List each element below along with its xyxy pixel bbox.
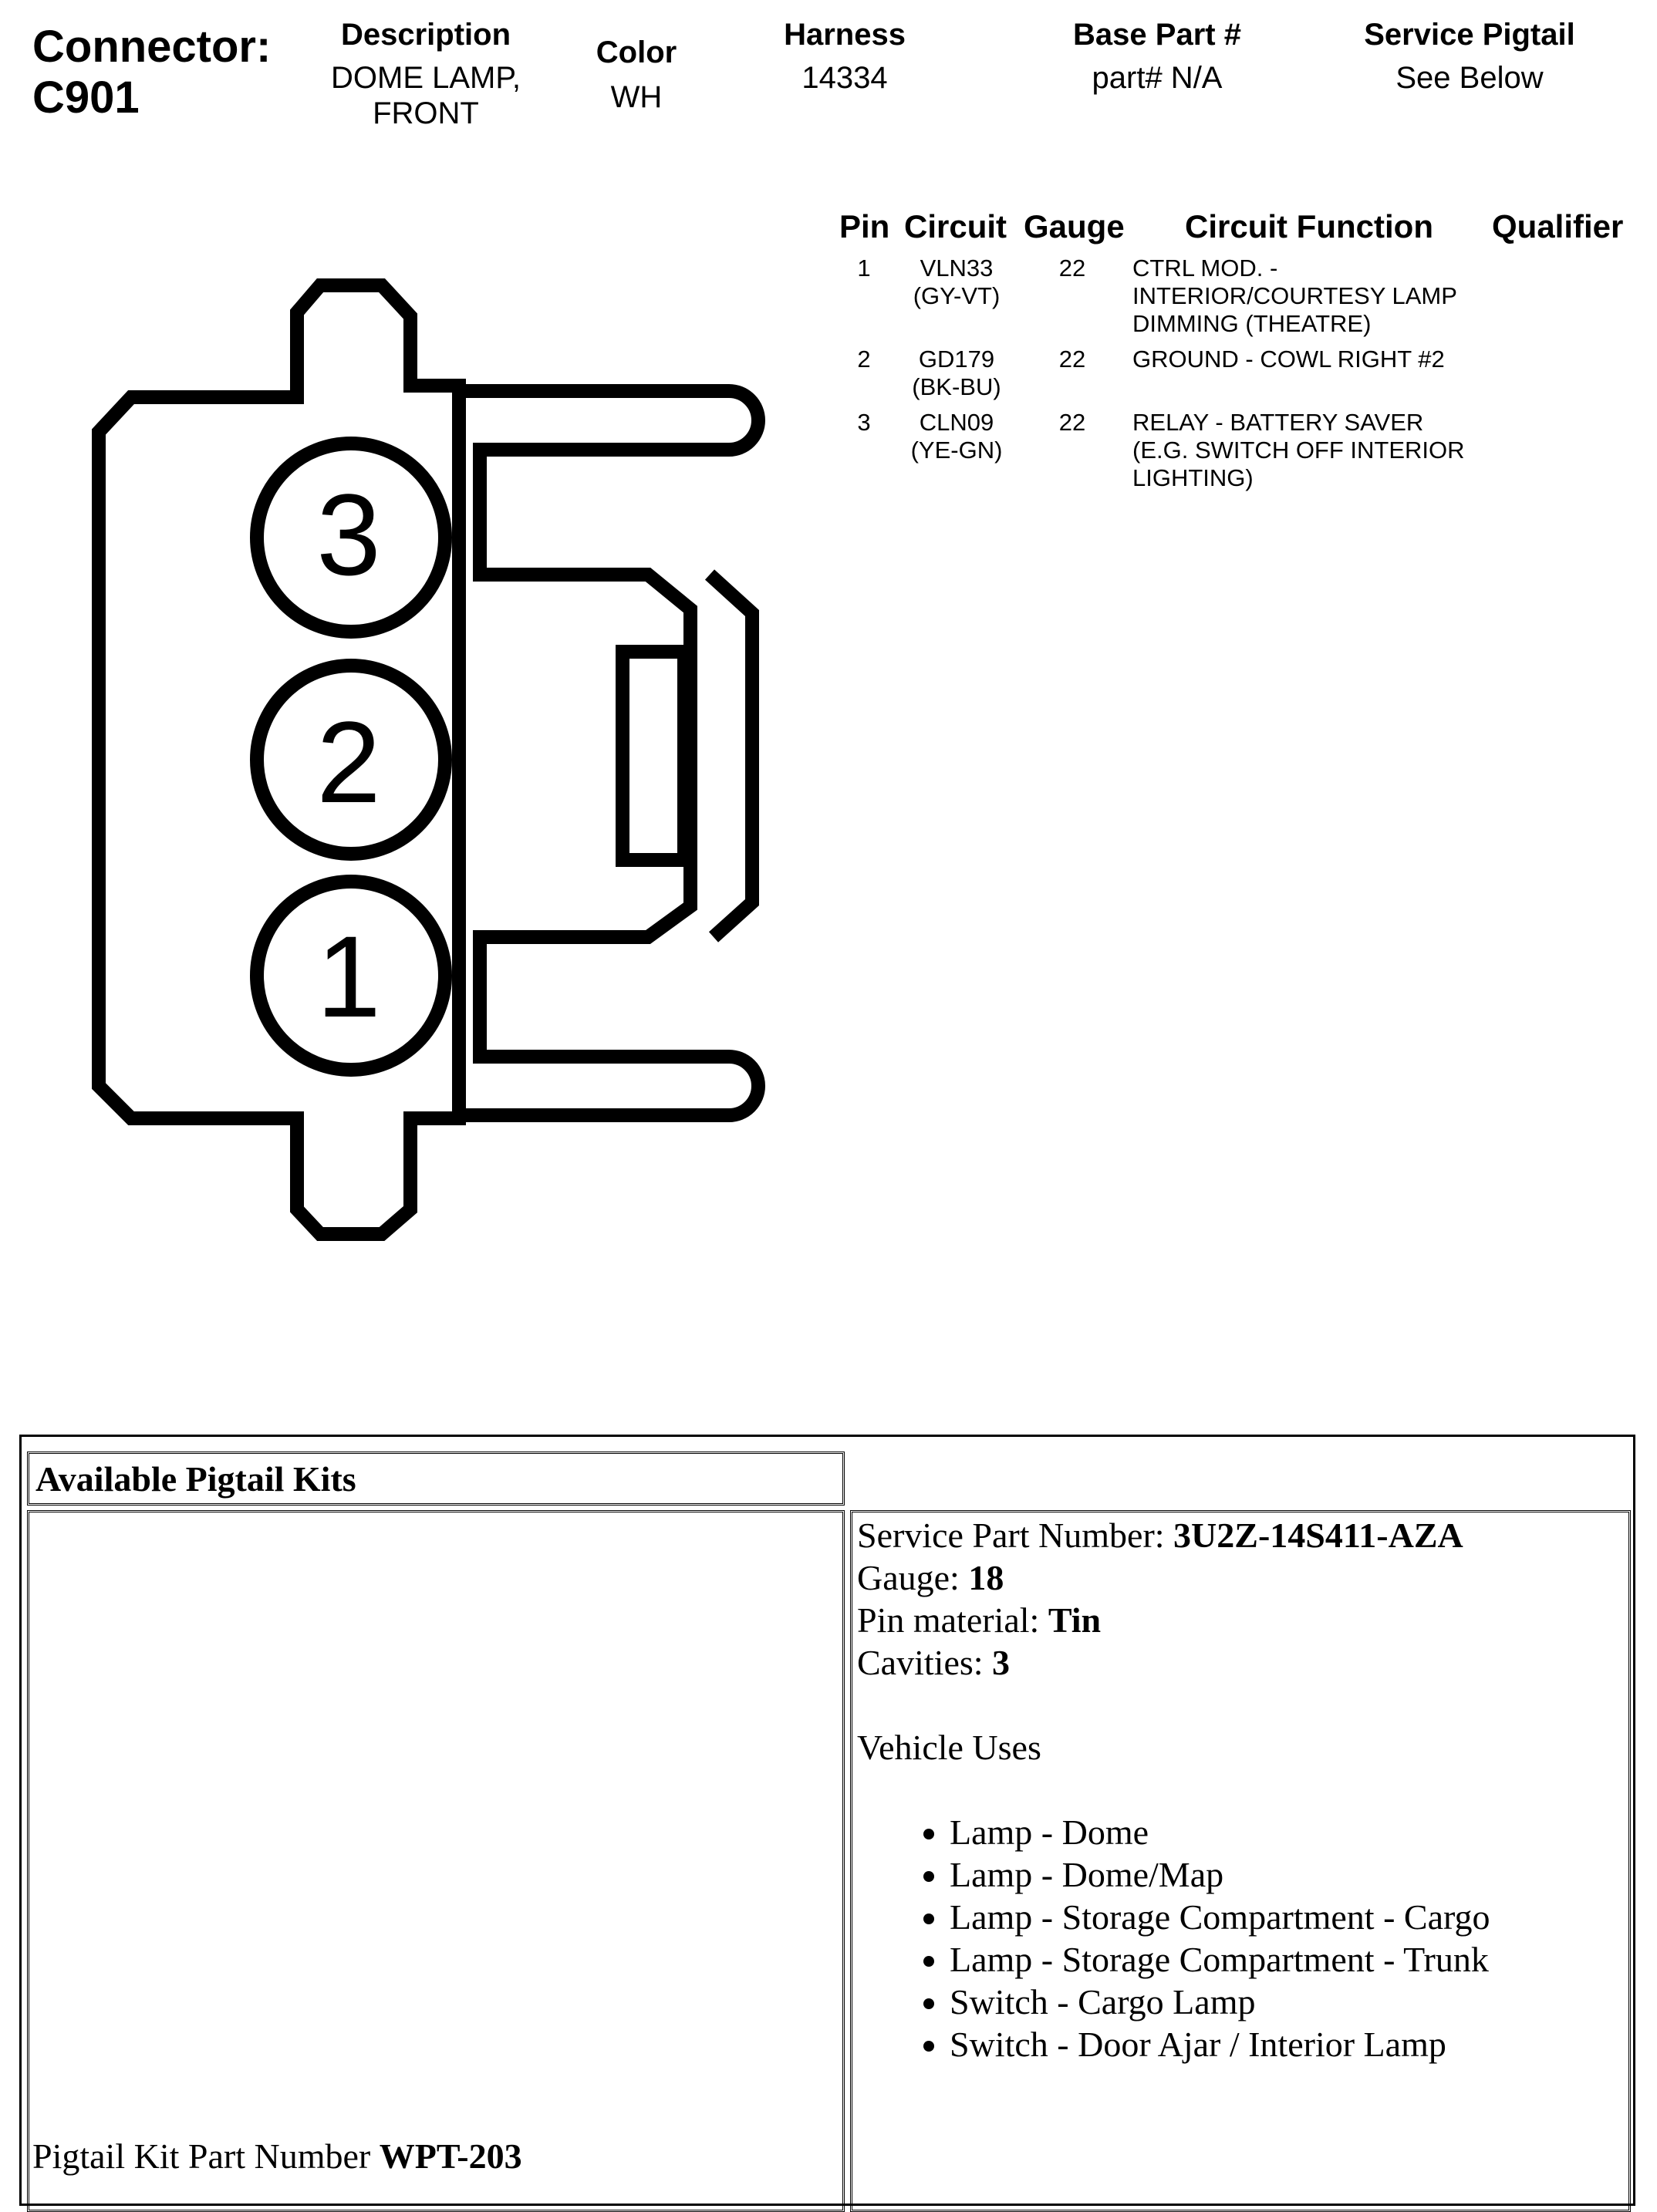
base-part-column: [1026, 17, 1288, 96]
pin-header: Pin: [839, 208, 890, 244]
row1-gauge: 22: [1058, 255, 1086, 282]
color-column: [559, 35, 714, 115]
gauge-value: 18: [968, 1558, 1004, 1597]
color-value: WH: [610, 80, 663, 114]
row2-circuit: [895, 346, 1018, 401]
vehicle-use-item: • Lamp - Dome: [950, 1811, 1624, 1853]
base-part-label: Base Part #: [1073, 18, 1241, 52]
row3-function-line3: LIGHTING): [1132, 464, 1254, 491]
row2-gauge: 22: [1058, 346, 1086, 373]
vehicle-use-item: • Switch - Door Ajar / Interior Lamp: [950, 2023, 1624, 2065]
base-part-value: part# N/A: [1092, 61, 1223, 95]
pigtail-kit-part-number: [32, 2135, 522, 2177]
circuit-header: Circuit: [904, 208, 1007, 244]
vehicle-uses-list: [857, 1811, 1624, 2065]
kit-part-value: WPT-203: [379, 2136, 522, 2176]
row3-function: [1132, 409, 1487, 492]
harness-value: 14334: [802, 61, 888, 95]
service-pigtail-column: [1327, 17, 1612, 96]
color-label: Color: [596, 35, 677, 69]
harness-label: Harness: [784, 18, 906, 52]
row2-pin: 2: [857, 346, 871, 373]
pin-label-2: 2: [316, 697, 381, 827]
connector-title: [32, 22, 271, 123]
vehicle-use-item: • Lamp - Storage Compartment - Cargo: [950, 1896, 1624, 1938]
pin-material-value: Tin: [1048, 1600, 1102, 1640]
kit-part-label: Pigtail Kit Part Number: [32, 2136, 380, 2176]
pin-material-line: [857, 1599, 1624, 1641]
cavities-value: 3: [992, 1643, 1011, 1682]
service-part-line: [857, 1514, 1624, 1556]
row3-circuit-color: (YE-GN): [910, 437, 1003, 464]
pigtail-kits-title: Available Pigtail Kits: [27, 1452, 845, 1506]
row1-pin: 1: [857, 255, 871, 282]
service-pigtail-value: See Below: [1395, 61, 1544, 95]
gauge-label: Gauge:: [857, 1558, 969, 1597]
pigtail-image-cell: [27, 1510, 845, 2212]
service-part-value: 3U2Z-14S411-AZA: [1173, 1516, 1463, 1555]
description-label: Description: [340, 18, 511, 52]
connector-id: C901: [32, 72, 140, 123]
row3-pin: 3: [857, 409, 871, 436]
row1-circuit-id: VLN33: [920, 255, 994, 282]
row3-circuit-id: CLN09: [919, 409, 994, 436]
row1-function-line3: DIMMING (THEATRE): [1132, 310, 1372, 337]
vehicle-uses-label: Vehicle Uses: [857, 1728, 1041, 1767]
row3-function-line1: RELAY - BATTERY SAVER: [1132, 409, 1424, 436]
row1-function-line1: CTRL MOD. -: [1132, 255, 1278, 282]
row3-function-line2: (E.G. SWITCH OFF INTERIOR: [1132, 437, 1465, 464]
connector-body-outline: [99, 285, 459, 1234]
row2-circuit-id: GD179: [918, 346, 995, 373]
pin-label-1: 1: [316, 912, 381, 1041]
row2-circuit-color: (BK-BU): [912, 373, 1001, 400]
qualifier-header: Qualifier: [1492, 208, 1624, 244]
harness-column: [741, 17, 949, 96]
service-part-label: Service Part Number:: [857, 1516, 1174, 1555]
row1-function: [1132, 255, 1487, 338]
connector-face-diagram: [0, 231, 833, 1265]
gauge-header: Gauge: [1024, 208, 1125, 244]
vehicle-use-item: • Lamp - Storage Compartment - Trunk: [950, 1938, 1624, 1981]
pin-material-label: Pin material:: [857, 1600, 1048, 1640]
gauge-line: [857, 1556, 1624, 1599]
vehicle-use-item: • Switch - Cargo Lamp: [950, 1981, 1624, 2023]
cavities-line: [857, 1641, 1624, 1684]
pigtail-details-cell: [850, 1510, 1631, 2212]
pin-label-3: 3: [316, 470, 381, 599]
service-pigtail-label: Service Pigtail: [1364, 18, 1575, 52]
description-column: [302, 17, 549, 131]
connector-label: Connector:: [32, 22, 272, 72]
row2-function: [1132, 346, 1487, 373]
row3-gauge: 22: [1058, 409, 1086, 436]
description-value-1: DOME LAMP,: [331, 61, 521, 95]
vehicle-use-item: • Lamp - Dome/Map: [950, 1853, 1624, 1896]
row1-function-line2: INTERIOR/COURTESY LAMP: [1132, 282, 1457, 309]
row1-circuit: [895, 255, 1018, 310]
top-latch: [459, 391, 758, 1115]
function-header: Circuit Function: [1185, 208, 1433, 244]
cavities-label: Cavities:: [857, 1643, 993, 1682]
keyway-outer: [710, 575, 752, 937]
keyway-slot: [623, 652, 684, 860]
row2-function-line1: GROUND - COWL RIGHT #2: [1132, 346, 1445, 373]
description-value-2: FRONT: [373, 96, 479, 130]
row3-circuit: [895, 409, 1018, 464]
row1-circuit-color: (GY-VT): [913, 282, 1001, 309]
